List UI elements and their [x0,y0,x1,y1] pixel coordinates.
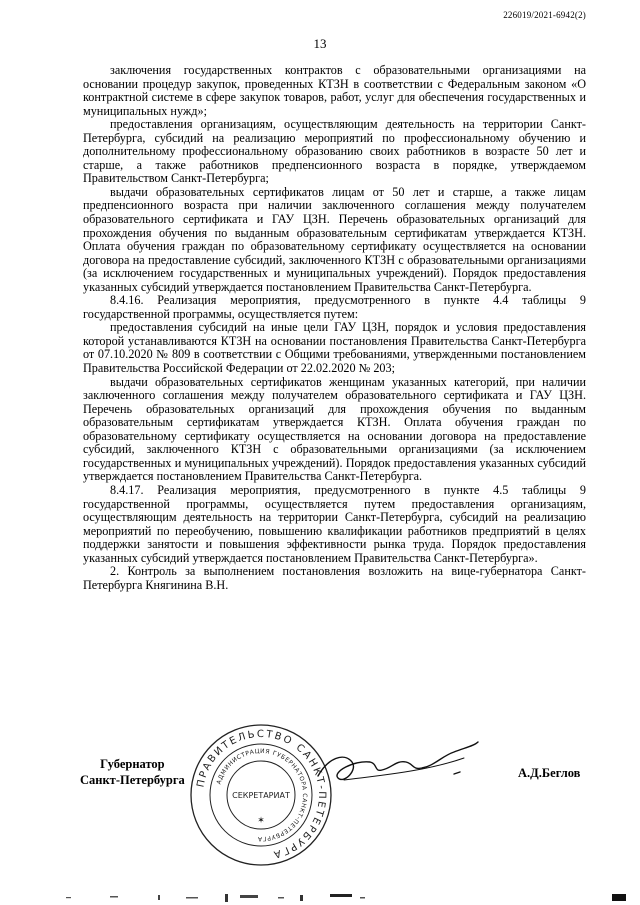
paragraph: выдачи образовательных сертификатов женщинам указанных категорий, при наличии заключенного соглашения между получателем образовательного сертификата и ГАУ ЦЗН. Перечень образовательных организаций для прохождения обучения по выданным образовательным сертификатам утверждается КТЗН. Оплата обучения граждан по образовательному сертификату осуществляется на основании договора на предоставление субсидий, заключенного КТЗН с образовательными организациями (за исключением государственных и муниципальных учреждений). Порядок предоставления указанных субсидий утверждается постановлением Правительства Санкт-Петербурга. [83,374,586,484]
paragraph: 8.4.17. Реализация мероприятия, предусмотренного в пункте 4.5 таблицы 9 государственной программы, осуществляется путем предоставления организациям, осуществляющим деятельность на территории Санкт-Петербурга, субсидий на реализацию мероприятий по переобучению, повышению квалификации работников предприятий в целях поддержки занятости и повышения эффективности рынка труда. Порядок предоставления указанных субсидий утверждается постановлением Правительства Санкт-Петербурга». [83,482,586,565]
paragraph: предоставления организациям, осуществляющим деятельность на территории Санкт-Петербурга, субсидий на реализацию мероприятий по профессиональному обучению и дополнительному профессиональному образованию своих работников в возрасте 50 лет и старше, а также работников предпенсионного возраста в порядке, утверждаемом Правительством Санкт-Петербурга; [83,117,586,186]
signatory-position [80,757,185,788]
scan-edge-marks [0,892,640,905]
paragraph: выдачи образовательных сертификатов лицам от 50 лет и старше, а также лицам предпенсионного возраста при наличии заключенного соглашения между получателем образовательного сертификата и ГАУ ЦЗН. Перечень образовательных организаций для прохождения обучения по выданным образовательным сертификатам утверждается КТЗН. Оплата обучения граждан по образовательному сертификату осуществляется на основании договора на предоставление субсидий, заключенного КТЗН с образовательными организациями (за исключением государственных и муниципальных учреждений). Порядок предоставления указанных субсидий утверждается постановлением Правительства Санкт-Петербурга. [83,184,586,294]
paragraph: 2. Контроль за выполнением постановления возложить на вице-губернатора Санкт-Петербурга Княгинина В.Н. [83,564,586,592]
paragraph: предоставления субсидий на иные цели ГАУ ЦЗН, порядок и условия предоставления которой устанавливаются КТЗН на основании постановления Правительства Санкт-Петербурга от 07.10.2020 № 809 в соответствии с Общими требованиями, утвержденными постановлением Правительства Российской Федерации от 22.02.2020 № 203; [83,320,586,376]
page-number: 13 [313,36,327,51]
seal-center-text: СЕКРЕТАРИАТ [232,791,290,800]
signatory-name: А.Д.Беглов [518,766,581,780]
paragraph: 8.4.16. Реализация мероприятия, предусмотренного в пункте 4.4 таблицы 9 государственной программы, осуществляется путем: [83,293,586,321]
position-title: Губернатор [100,757,165,771]
document-body [83,64,586,592]
seal-outer-text: ПРАВИТЕЛЬСТВО САНКТ-ПЕТЕРБУРГА [195,728,328,860]
official-seal-stamp [188,722,334,868]
position-region: Санкт-Петербурга [80,772,185,787]
seal-middle-text: АДМИНИСТРАЦИЯ ГУБЕРНАТОРА САНКТ-ПЕТЕРБУРГА [215,747,309,843]
handwritten-signature [314,738,480,798]
document-registration-number: 226019/2021-6942(2) [503,10,586,20]
paragraph: заключения государственных контрактов с образовательными организациями на основании процедур закупок, проведенных КТЗН в соответствии с Федеральным законом «О контрактной системе в сфере закупок товаров, работ, услуг для обеспечения государственных и муниципальных нужд»; [83,63,586,118]
seal-star-icon: ✶ [257,816,265,826]
